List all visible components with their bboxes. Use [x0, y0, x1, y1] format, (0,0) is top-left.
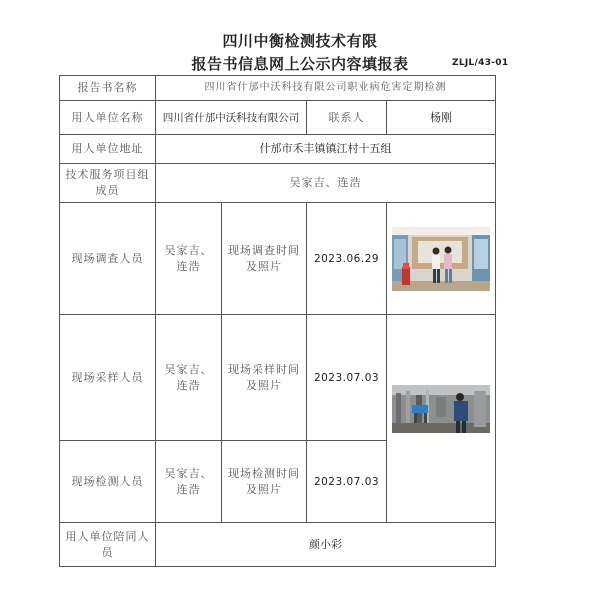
employer-value: 四川省什邡中沃科技有限公司	[156, 101, 307, 135]
row-team	[60, 164, 496, 203]
factory-sampling-photo	[392, 385, 490, 433]
contact-label: 联系人	[307, 101, 387, 135]
survey-time-label: 现场调查时间及照片	[222, 203, 307, 315]
team-value: 吴家吉、连浩	[156, 164, 496, 203]
sampling-label: 现场采样人员	[60, 315, 156, 441]
address-value: 什邡市禾丰镇镇江村十五组	[156, 135, 496, 164]
row-survey	[60, 203, 496, 315]
accompany-label: 用人单位陪同人员	[60, 523, 156, 567]
sampling-people: 吴家吉、连浩	[156, 315, 222, 441]
testing-time-label: 现场检测时间及照片	[222, 441, 307, 523]
document-subtitle: 报告书信息网上公示内容填报表	[191, 55, 409, 73]
testing-date: 2023.07.03	[307, 441, 387, 523]
sampling-photo-cell	[387, 315, 496, 523]
info-form-table	[59, 75, 496, 567]
row-accompany	[60, 523, 496, 567]
survey-people: 吴家吉、连浩	[156, 203, 222, 315]
accompany-value: 颜小彩	[156, 523, 496, 567]
testing-people: 吴家吉、连浩	[156, 441, 222, 523]
report-name-value: 四川省什邡中沃科技有限公司职业病危害定期检测	[156, 76, 496, 101]
survey-date: 2023.06.29	[307, 203, 387, 315]
contact-value: 杨刚	[387, 101, 496, 135]
row-address	[60, 135, 496, 164]
office-meeting-photo	[392, 227, 490, 291]
address-label: 用人单位地址	[60, 135, 156, 164]
form-code: ZLJL/43-01	[452, 58, 509, 68]
row-sampling	[60, 315, 496, 441]
report-name-label: 报告书名称	[60, 76, 156, 101]
employer-label: 用人单位名称	[60, 101, 156, 135]
survey-photo-cell	[387, 203, 496, 315]
sampling-time-label: 现场采样时间及照片	[222, 315, 307, 441]
sampling-date: 2023.07.03	[307, 315, 387, 441]
row-report-name	[60, 76, 496, 101]
testing-label: 现场检测人员	[60, 441, 156, 523]
document-title: 四川中衡检测技术有限	[222, 32, 378, 50]
survey-label: 现场调查人员	[60, 203, 156, 315]
team-label: 技术服务项目组成员	[60, 164, 156, 203]
row-employer	[60, 101, 496, 135]
